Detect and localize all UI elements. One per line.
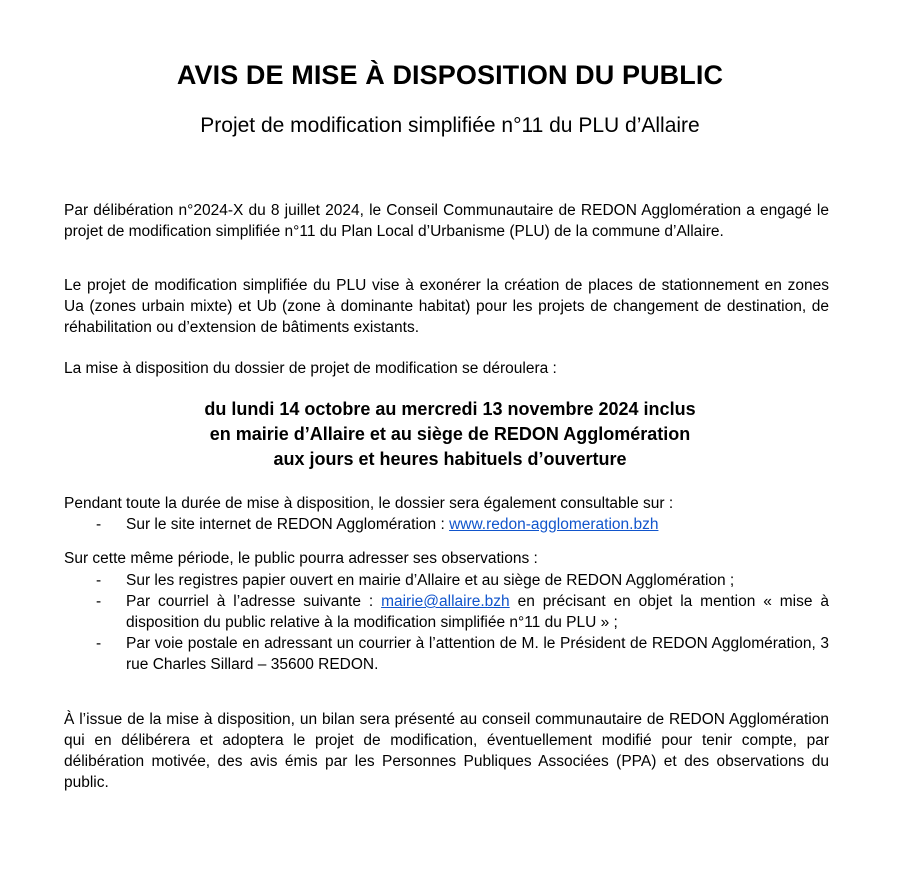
- deliberation-paragraph: Par délibération n°2024-X du 8 juillet 2024, le Conseil Communautaire de REDON Agglomération a engagé le projet de modification simplifiée n°11 du Plan Local d’Urbanisme (PLU) de la commune d’Allaire.: [64, 202, 829, 240]
- list-item-text: Sur les registres papier ouvert en mairie d’Allaire et au siège de REDON Agglomération ;: [126, 572, 735, 589]
- list-item-text: Par courriel à l’adresse suivante :: [126, 593, 382, 610]
- list-item: [64, 570, 829, 591]
- page-subtitle: Projet de modification simplifiée n°11 du PLU d’Allaire: [200, 114, 700, 137]
- observations-intro: Sur cette même période, le public pourra adresser ses observations :: [64, 550, 538, 567]
- list-dash: -: [96, 572, 102, 589]
- list-item-text: Sur le site internet de REDON Agglomération :: [126, 516, 450, 533]
- observations-list: [64, 570, 829, 675]
- list-item: [64, 514, 829, 535]
- online-consultation-intro: Pendant toute la durée de mise à disposition, le dossier sera également consultable sur :: [64, 495, 674, 512]
- schedule-hours: aux jours et heures habituels d’ouverture: [273, 449, 627, 469]
- list-item-text: Par voie postale en adressant un courrier à l’attention de M. le Président de REDON Agglomération, 3 rue Charles Sillard – 35600 REDON.: [126, 635, 829, 673]
- list-dash: -: [96, 593, 102, 610]
- project-purpose-paragraph: Le projet de modification simplifiée du PLU vise à exonérer la création de places de stationnement en zones Ua (zones urbain mixte) et Ub (zone à dominante habitat) pour les projets de changement de destination, de réhabilitation ou d’extension de bâtiments existants.: [64, 277, 829, 336]
- page-title: AVIS DE MISE À DISPOSITION DU PUBLIC: [176, 60, 724, 90]
- schedule-location: en mairie d’Allaire et au siège de REDON Agglomération: [209, 424, 691, 444]
- list-dash: -: [96, 635, 102, 652]
- schedule-dates: du lundi 14 octobre au mercredi 13 novembre 2024 inclus: [204, 399, 696, 419]
- website-link[interactable]: www.redon-agglomeration.bzh: [449, 516, 659, 533]
- schedule-highlight: [0, 397, 900, 472]
- schedule-intro-paragraph: La mise à disposition du dossier de projet de modification se déroulera :: [64, 360, 557, 377]
- list-dash: -: [96, 516, 102, 533]
- email-link[interactable]: mairie@allaire.bzh: [381, 593, 510, 610]
- list-item: [64, 633, 829, 675]
- list-item: [64, 591, 829, 633]
- list-item-text: en précisant en objet la mention « mise à disposition du public relative à la modification simplifiée n°11 du PLU » ;: [126, 593, 829, 631]
- online-consultation-list: [64, 514, 829, 535]
- conclusion-paragraph: À l’issue de la mise à disposition, un bilan sera présenté au conseil communautaire de REDON Agglomération qui en délibérera et adoptera le projet de modification, éventuellement modifié pour tenir compte, par délibération motivée, des avis émis par les Personnes Publiques Associées (PPA) et des observations du public.: [64, 711, 829, 791]
